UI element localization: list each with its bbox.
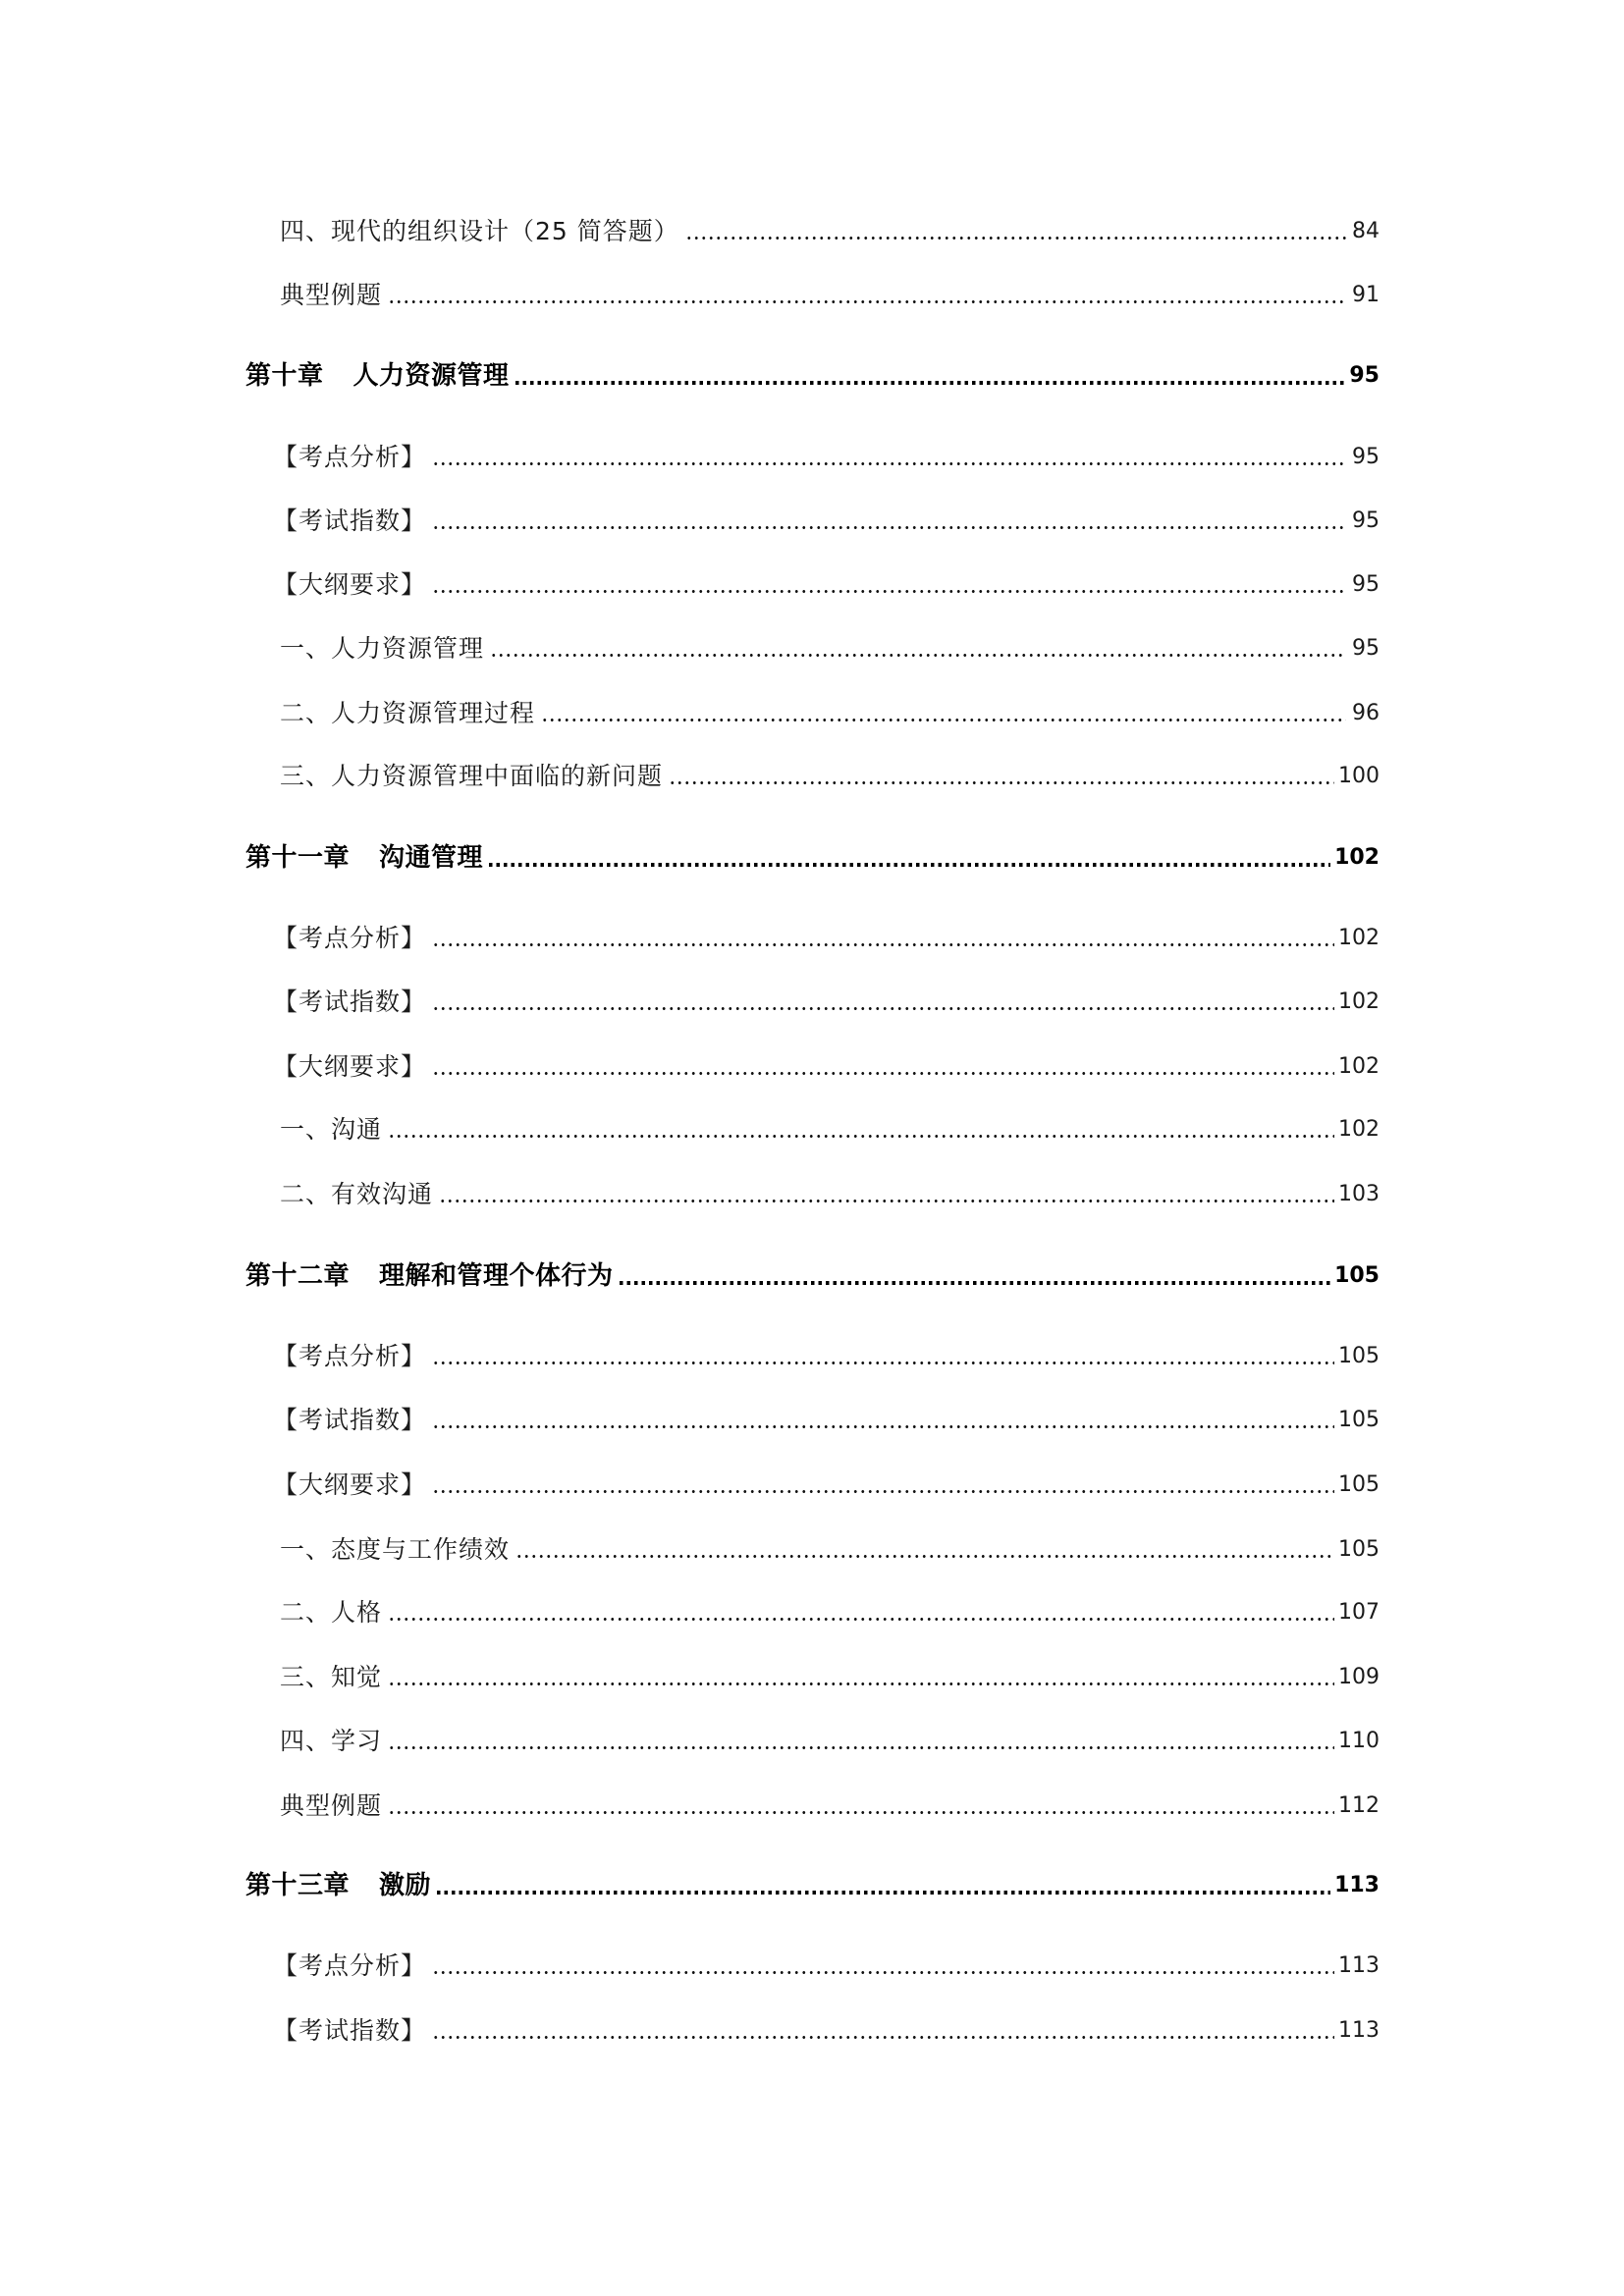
chapter-title: 理解和管理个体行为 [379, 1261, 614, 1291]
page-number: 109 [1338, 1665, 1380, 1689]
toc-entry[interactable] [0, 271, 1624, 310]
page-number: 95 [1352, 636, 1380, 661]
chapter-number: 第十章 [245, 361, 324, 391]
toc-entry-label: 一、沟通 [280, 1115, 388, 1145]
dot-leader [388, 1811, 1334, 1814]
toc-entry-label: 【考试指数】 [273, 2016, 432, 2046]
toc-entry-label [245, 1261, 620, 1291]
dot-leader [669, 781, 1334, 784]
toc-entry[interactable] [0, 2006, 1624, 2046]
page-number: 103 [1338, 1182, 1380, 1206]
toc-entry[interactable] [0, 624, 1624, 664]
chapter-number: 第十三章 [245, 1871, 351, 1900]
toc-entry[interactable] [0, 561, 1624, 600]
page-number: 102 [1338, 989, 1380, 1014]
toc-entry-label: 【考点分析】 [273, 443, 432, 472]
toc-entry-label: 三、知觉 [280, 1663, 388, 1692]
page-number: 113 [1338, 1953, 1380, 1978]
toc-entry-label: 三、人力资源管理中面临的新问题 [280, 762, 669, 791]
toc-entry-label [245, 843, 489, 873]
toc-entry-label: 【考试指数】 [273, 988, 432, 1017]
toc-entry-label: 【考点分析】 [273, 924, 432, 953]
page-number: 105 [1334, 1263, 1380, 1288]
toc-entry[interactable] [0, 1717, 1624, 1756]
page-number: 102 [1338, 1117, 1380, 1142]
toc-entry-label [245, 1871, 437, 1900]
toc-entry[interactable] [0, 1782, 1624, 1821]
page-number: 91 [1352, 283, 1380, 307]
toc-entry[interactable] [0, 433, 1624, 472]
toc-entry[interactable] [0, 914, 1624, 953]
page-number: 96 [1352, 701, 1380, 725]
toc-entry-label: 【大纲要求】 [273, 1052, 432, 1082]
chapter-number: 第十二章 [245, 1261, 351, 1291]
dot-leader [388, 1746, 1334, 1749]
dot-leader [432, 2036, 1334, 2039]
page-number: 102 [1334, 845, 1380, 870]
toc-chapter-entry[interactable] [0, 351, 1624, 391]
page-number: 100 [1338, 764, 1380, 788]
toc-entry-label [245, 361, 515, 391]
page-number: 95 [1352, 572, 1380, 597]
dot-leader [388, 1135, 1334, 1138]
dot-leader [432, 462, 1346, 465]
toc-entry[interactable] [0, 1525, 1624, 1565]
dot-leader [490, 654, 1346, 657]
chapter-title: 激励 [379, 1871, 432, 1900]
toc-entry-label: 【考点分析】 [273, 1342, 432, 1371]
dot-leader [432, 1490, 1334, 1493]
toc-entry-label: 【大纲要求】 [273, 570, 432, 600]
toc-entry-label: 一、态度与工作绩效 [280, 1535, 515, 1565]
page-number: 113 [1334, 1873, 1380, 1897]
dot-leader [432, 1362, 1334, 1364]
toc-entry[interactable] [0, 1332, 1624, 1371]
toc-entry[interactable] [0, 1042, 1624, 1082]
toc-entry-label: 【大纲要求】 [273, 1470, 432, 1500]
page-number: 95 [1352, 445, 1380, 469]
page-number: 110 [1338, 1729, 1380, 1753]
page-number: 102 [1338, 926, 1380, 950]
toc-chapter-entry[interactable] [0, 1252, 1624, 1291]
toc-entry-label: 二、人力资源管理过程 [280, 699, 541, 728]
toc-entry[interactable] [0, 207, 1624, 246]
dot-leader [685, 237, 1346, 240]
dot-leader [489, 863, 1330, 867]
toc-entry-label: 一、人力资源管理 [280, 634, 490, 664]
dot-leader [432, 526, 1346, 529]
dot-leader [388, 300, 1346, 303]
page-number: 105 [1338, 1472, 1380, 1497]
dot-leader [432, 590, 1346, 593]
page-number: 105 [1338, 1408, 1380, 1432]
toc-entry-label: 二、有效沟通 [280, 1180, 439, 1209]
toc-entry[interactable] [0, 1461, 1624, 1500]
toc-entry[interactable] [0, 1653, 1624, 1692]
toc-entry-label: 典型例题 [280, 281, 388, 310]
toc-entry[interactable] [0, 1105, 1624, 1145]
chapter-title: 沟通管理 [379, 843, 484, 873]
toc-entry[interactable] [0, 1170, 1624, 1209]
chapter-title: 人力资源管理 [352, 361, 510, 391]
page-number: 105 [1338, 1537, 1380, 1562]
dot-leader [432, 1971, 1334, 1974]
dot-leader [432, 1072, 1334, 1075]
toc-entry[interactable] [0, 1396, 1624, 1435]
toc-entry[interactable] [0, 1942, 1624, 1981]
dot-leader [437, 1891, 1330, 1895]
page-number: 84 [1352, 219, 1380, 243]
toc-entry[interactable] [0, 497, 1624, 536]
page-number: 102 [1338, 1054, 1380, 1079]
toc-entry-label: 四、现代的组织设计（25 简答题） [280, 217, 685, 246]
toc-entry-label: 二、人格 [280, 1598, 388, 1628]
toc-entry[interactable] [0, 752, 1624, 791]
dot-leader [432, 1007, 1334, 1010]
toc-entry-label: 典型例题 [280, 1791, 388, 1821]
page-number: 107 [1338, 1600, 1380, 1625]
toc-entry-label: 【考试指数】 [273, 507, 432, 536]
toc-chapter-entry[interactable] [0, 1861, 1624, 1900]
page-number: 105 [1338, 1344, 1380, 1368]
toc-entry-label: 【考试指数】 [273, 1406, 432, 1435]
dot-leader [432, 943, 1334, 946]
toc-entry[interactable] [0, 1588, 1624, 1628]
toc-entry[interactable] [0, 689, 1624, 728]
chapter-number: 第十一章 [245, 843, 351, 873]
dot-leader [388, 1682, 1334, 1685]
dot-leader [515, 381, 1346, 385]
toc-chapter-entry[interactable] [0, 833, 1624, 873]
page-number: 113 [1338, 2018, 1380, 2043]
page-number: 95 [1352, 508, 1380, 533]
dot-leader [432, 1425, 1334, 1428]
toc-entry-label: 四、学习 [280, 1727, 388, 1756]
toc-entry[interactable] [0, 978, 1624, 1017]
dot-leader [515, 1555, 1334, 1558]
dot-leader [388, 1618, 1334, 1621]
dot-leader [541, 719, 1346, 721]
toc-entry-label: 【考点分析】 [273, 1951, 432, 1981]
page-number: 112 [1338, 1793, 1380, 1818]
page-number: 95 [1349, 363, 1380, 388]
dot-leader [439, 1200, 1334, 1202]
dot-leader [620, 1281, 1331, 1285]
